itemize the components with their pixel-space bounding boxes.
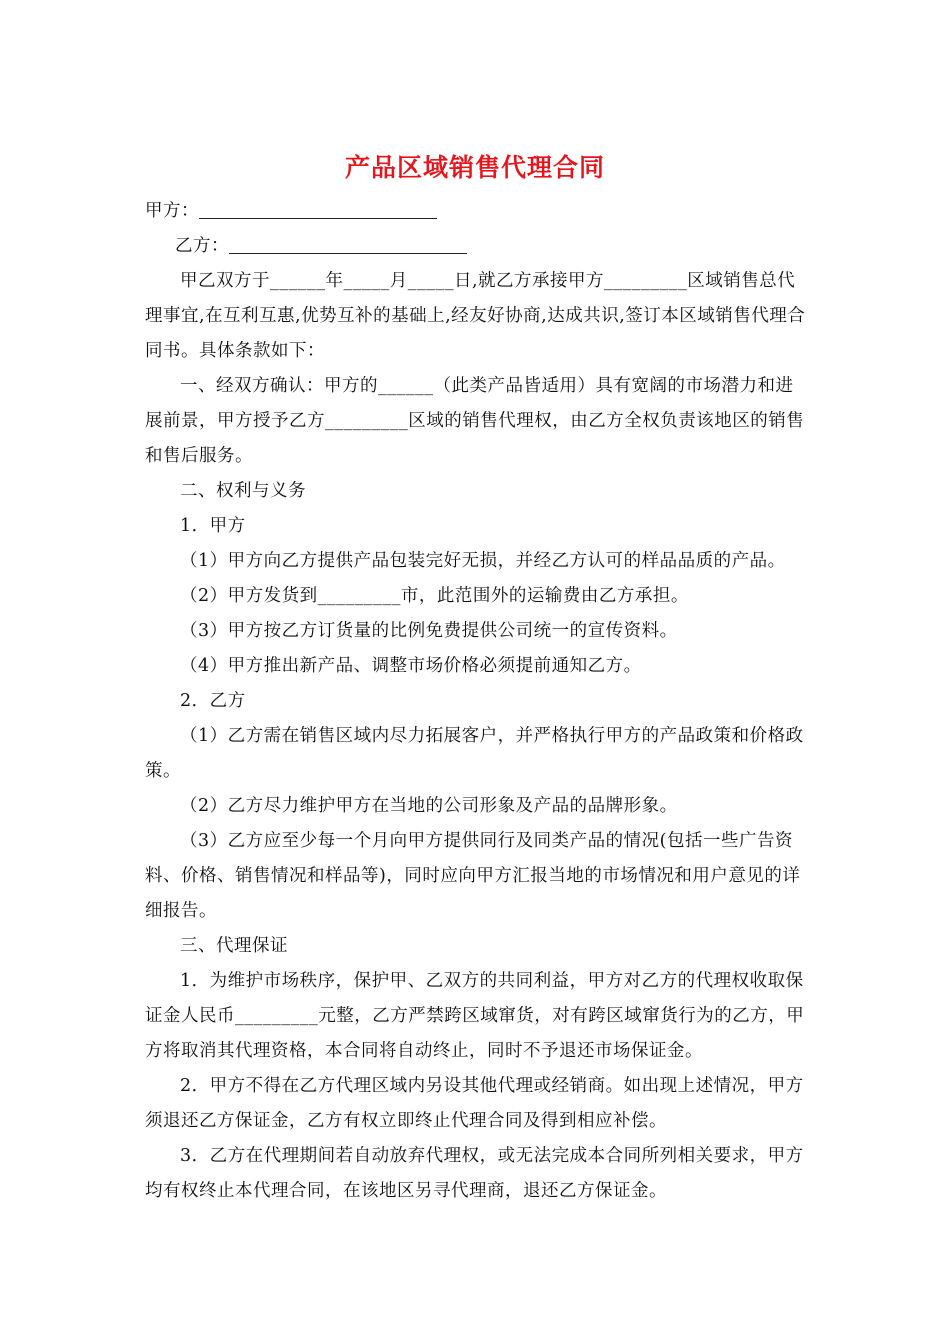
section-heading-rights: 二、权利与义务 bbox=[180, 481, 306, 501]
party-b-label: 乙方： bbox=[175, 236, 229, 256]
party-a-label: 甲方： bbox=[145, 201, 199, 221]
party-b-item-2: （2）乙方尽力维护甲方在当地的公司形象及产品的品牌形象。 bbox=[180, 796, 678, 816]
party-b-line bbox=[145, 229, 810, 264]
guarantee-item-2: 2．甲方不得在乙方代理区域内另设其他代理或经销商。如出现上述情况，甲方须退还乙方保证金，乙方有权立即终止代理合同及得到相应补偿。 bbox=[145, 1076, 804, 1131]
party-b-item-1: （1）乙方需在销售区域内尽力拓展客户，并严格执行甲方的产品政策和价格政策。 bbox=[145, 726, 804, 781]
subheading-party-b: 2．乙方 bbox=[180, 691, 246, 711]
subheading-party-a: 1．甲方 bbox=[180, 516, 246, 536]
document-title: 产品区域销售代理合同 bbox=[344, 153, 605, 182]
party-a-item-1: （1）甲方向乙方提供产品包装完好无损，并经乙方认可的样品品质的产品。 bbox=[180, 551, 786, 571]
party-a-item-3: （3）甲方按乙方订货量的比例免费提供公司统一的宣传资料。 bbox=[180, 621, 678, 641]
section-heading-guarantee: 三、代理保证 bbox=[180, 936, 288, 956]
paragraph-clause-1: 一、经双方确认：甲方的______（此类产品皆适用）具有宽阔的市场潜力和进展前景，甲方授予乙方_________区域的销售代理权，由乙方全权负责该地区的销售和售后服务。 bbox=[145, 376, 805, 466]
party-a-item-4: （4）甲方推出新产品、调整市场价格必须提前通知乙方。 bbox=[180, 656, 642, 676]
party-b-blank bbox=[229, 231, 467, 254]
document-body bbox=[145, 194, 810, 1209]
guarantee-item-3: 3．乙方在代理期间若自动放弃代理权，或无法完成本合同所列相关要求，甲方均有权终止本代理合同，在该地区另寻代理商，退还乙方保证金。 bbox=[145, 1146, 804, 1201]
paragraph-intro: 甲乙双方于______年_____月_____日,就乙方承接甲方_________区域销售总代理事宜,在互利互惠,优势互补的基础上,经友好协商,达成共识,签订本区域销售代理合同书。具体条款如下： bbox=[145, 271, 806, 361]
guarantee-item-1: 1．为维护市场秩序，保护甲、乙双方的共同利益，甲方对乙方的代理权收取保证金人民币_________元整，乙方严禁跨区域窜货，对有跨区域窜货行为的乙方，甲方将取消其代理资格，本合同将自动终止，同时不予退还市场保证金。 bbox=[145, 971, 805, 1061]
party-a-item-2: （2）甲方发货到_________市，此范围外的运输费由乙方承担。 bbox=[180, 586, 689, 606]
party-b-item-3: （3）乙方应至少每一个月向甲方提供同行及同类产品的情况(包括一些广告资料、价格、销售情况和样品等)，同时应向甲方汇报当地的市场情况和用户意见的详细报告。 bbox=[145, 831, 801, 921]
party-a-blank bbox=[199, 196, 437, 219]
party-a-line bbox=[145, 194, 810, 229]
